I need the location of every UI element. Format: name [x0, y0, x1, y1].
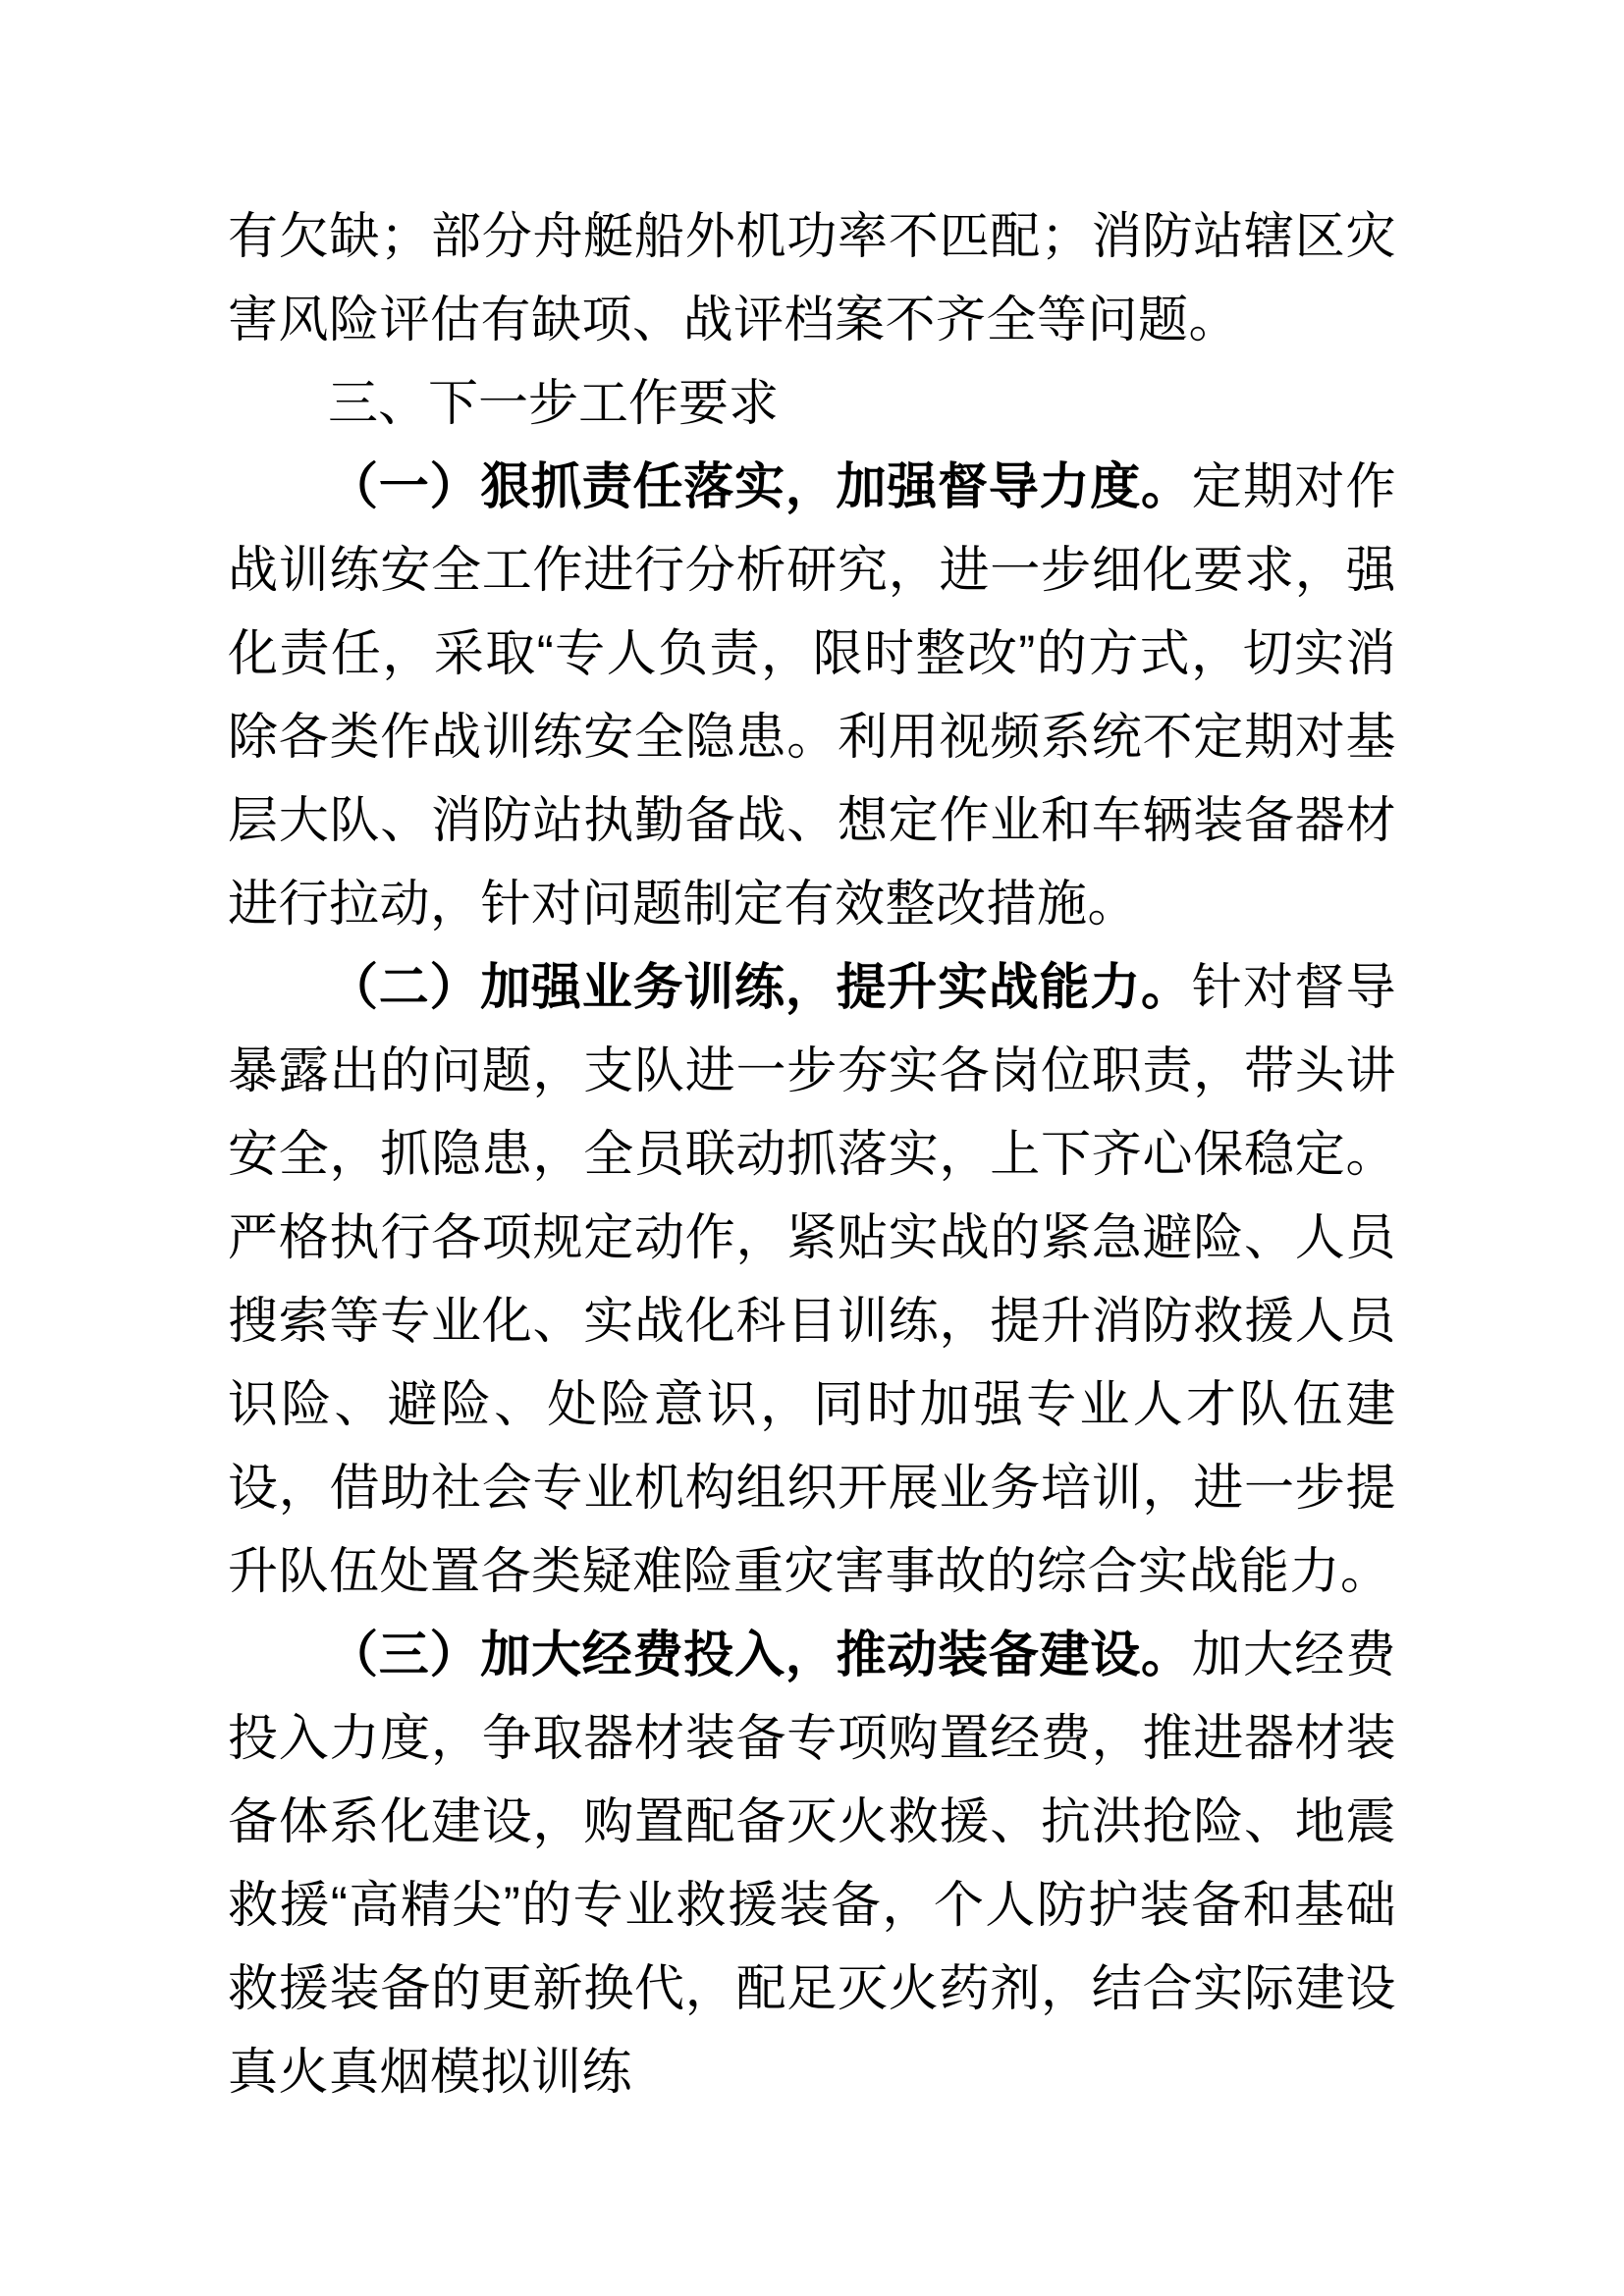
section-heading-three: 三、下一步工作要求 [328, 375, 780, 431]
paragraph-continued: 有欠缺；部分舟艇船外机功率不匹配；消防站辖区灾害风险评估有缺项、战评档案不齐全等问题。 [228, 208, 1396, 347]
document-body [228, 194, 1396, 2113]
subsection-one [228, 445, 1396, 945]
subsection-one-lead: （一）狠抓责任落实，加强督导力度。 [328, 458, 1192, 514]
subsection-three-body: 加大经费投入力度，争取器材装备专项购置经费，推进器材装备体系化建设，购置配备灭火救援、抗洪抢险、地震救援“高精尖”的专业救援装备，个人防护装备和基础救援装备的更新换代，配足灭火药剂，结合实际建设真火真烟模拟训练 [228, 1627, 1396, 2100]
subsection-one-body: 定期对作战训练安全工作进行分析研究，进一步细化要求，强化责任，采取“专人负责，限时整改”的方式，切实消除各类作战训练安全隐患。利用视频系统不定期对基层大队、消防站执勤备战、想定作业和车辆装备器材进行拉动，针对问题制定有效整改措施。 [228, 458, 1396, 932]
subsection-three-lead: （三）加大经费投入，推动装备建设。 [328, 1627, 1192, 1682]
subsection-three [228, 1613, 1396, 2113]
subsection-two [228, 945, 1396, 1613]
subsection-two-lead: （二）加强业务训练，提升实战能力。 [328, 959, 1192, 1015]
subsection-two-body: 针对督导暴露出的问题，支队进一步夯实各岗位职责，带头讲安全，抓隐患，全员联动抓落实，上下齐心保稳定。严格执行各项规定动作，紧贴实战的紧急避险、人员搜索等专业化、实战化科目训练，提升消防救援人员识险、避险、处险意识，同时加强专业人才队伍建设，借助社会专业机构组织开展业务培训，进一步提升队伍处置各类疑难险重灾害事故的综合实战能力。 [228, 959, 1396, 1599]
